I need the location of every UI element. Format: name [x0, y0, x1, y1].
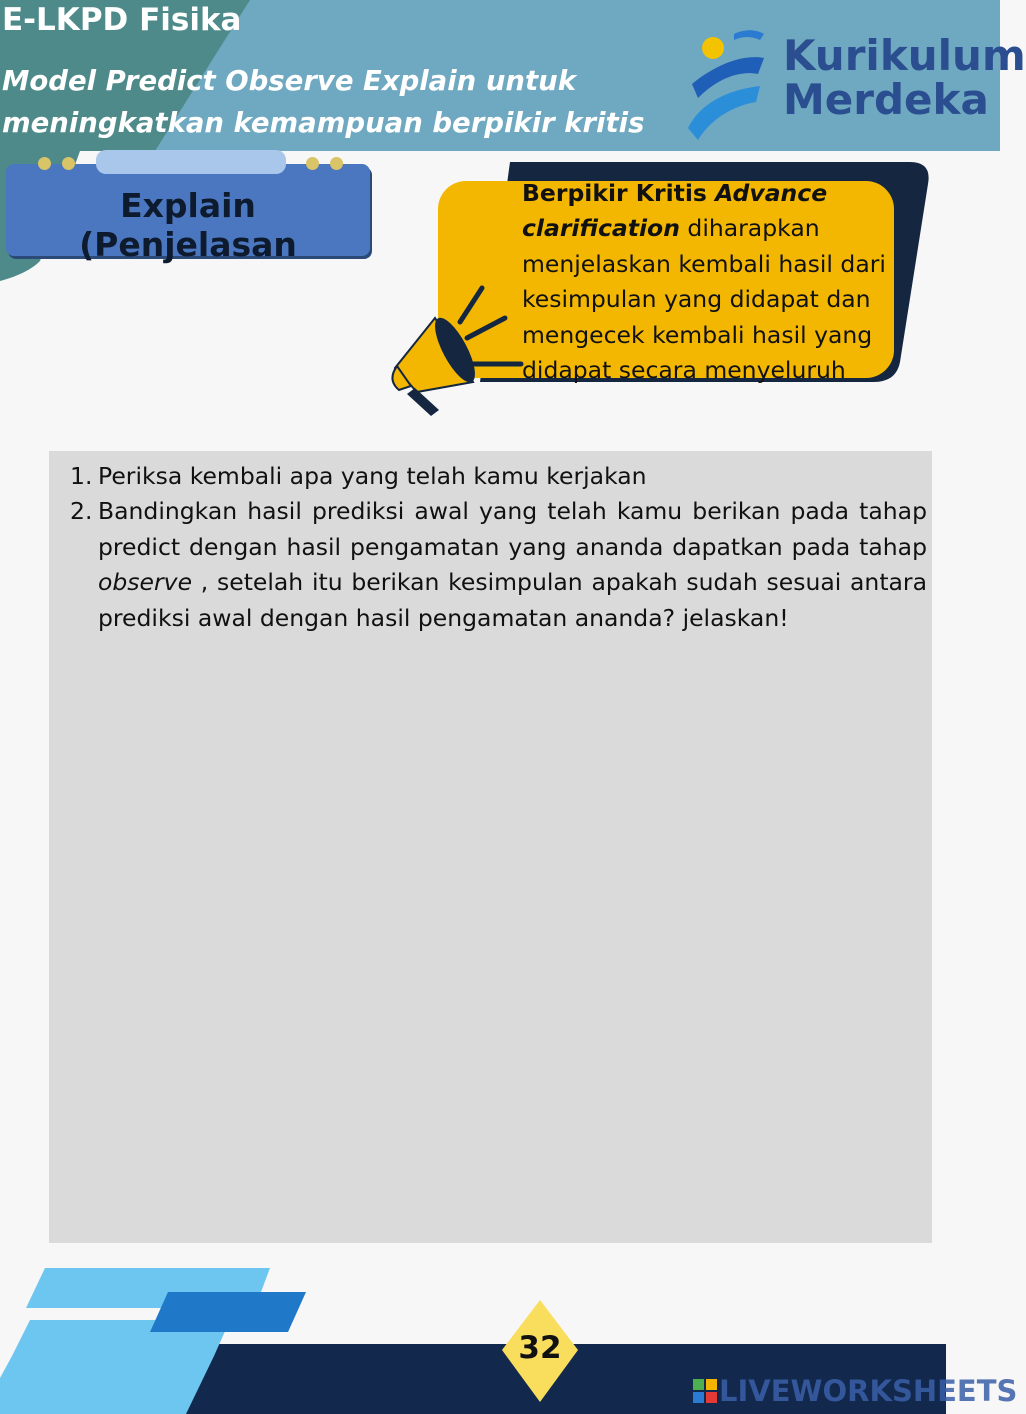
logo-figure-icon [686, 24, 786, 142]
page-header [0, 0, 1026, 151]
instruction-list [70, 459, 927, 636]
liveworksheets-watermark [693, 1374, 1017, 1408]
decor-dot [62, 157, 75, 170]
callout-bold-italic: Advance clarification [522, 179, 828, 243]
list-item-text-part: , setelah itu berikan kesimpulan apakah sudah sesuai antara prediksi awal dengan hasil pengamatan ananda? jelaskan! [98, 568, 927, 632]
subtitle-line-1: Model Predict Observe Explain untuk [2, 65, 576, 97]
decor-dot [306, 157, 319, 170]
list-item-text: Periksa kembali apa yang telah kamu kerjakan [98, 462, 647, 490]
list-item-text-part: Bandingkan hasil prediksi awal yang telah kamu berikan pada tahap predict dengan hasil pengamatan yang ananda dapatkan pada tahap [98, 497, 927, 561]
list-item-number: 2. [70, 497, 93, 526]
subtitle-line-2: meningkatkan kemampuan berpikir kritis [2, 107, 645, 139]
document-title: E-LKPD Fisika [2, 2, 242, 38]
callout-bold-lead: Berpikir Kritis [522, 179, 716, 207]
liveworksheets-logo-icon [693, 1379, 717, 1403]
document-subtitle [2, 60, 644, 144]
section-tag-box [6, 164, 370, 264]
section-tag [3, 164, 371, 264]
kurikulum-merdeka-logo [686, 24, 1026, 142]
megaphone-icon [385, 282, 525, 417]
logo-text [783, 31, 1026, 124]
section-tag-tab [96, 150, 286, 174]
logo-line-2: Merdeka [783, 75, 989, 124]
list-item [70, 494, 927, 636]
logo-line-1: Kurikulum [783, 31, 1026, 80]
section-title: Explain (Penjelasan [79, 186, 297, 264]
list-item-italic-term: observe [98, 568, 193, 597]
list-item-text [98, 494, 927, 636]
watermark-text: LIVEWORKSHEETS [719, 1374, 1018, 1408]
callout-text [522, 176, 892, 388]
callout-body: diharapkan menjelaskan kembali hasil dari kesimpulan yang didapat dan mengecek kembali hasil yang didapat secara menyeluruh [522, 214, 886, 385]
decor-dot [330, 157, 343, 170]
decor-dot [38, 157, 51, 170]
list-item-number: 1. [70, 462, 93, 490]
page-number: 32 [518, 1330, 562, 1366]
list-item [70, 459, 927, 494]
